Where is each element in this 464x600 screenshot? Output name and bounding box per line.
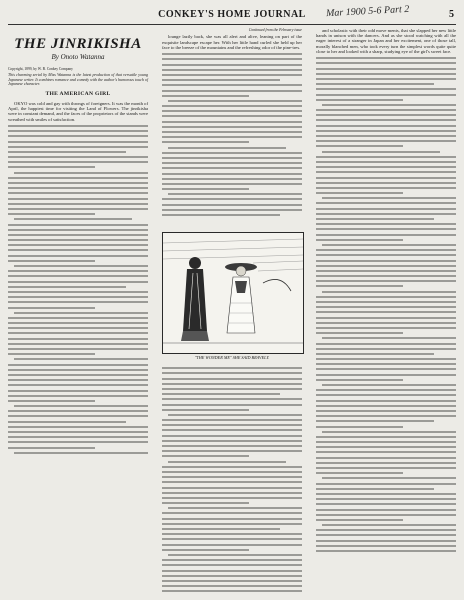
text-line <box>316 285 403 287</box>
text-line <box>316 368 456 370</box>
text-line <box>162 487 302 489</box>
text-line <box>322 337 456 339</box>
text-line <box>168 414 302 416</box>
text-line <box>316 534 456 536</box>
text-line <box>162 466 302 468</box>
text-line <box>316 187 456 189</box>
text-line <box>162 367 302 369</box>
text-line <box>168 147 286 149</box>
text-line <box>316 472 403 474</box>
text-line <box>162 173 302 175</box>
text-line <box>8 390 148 392</box>
text-line <box>316 62 456 64</box>
text-line <box>162 393 280 395</box>
text-line <box>162 84 302 86</box>
text-line <box>8 125 148 127</box>
text-line <box>162 105 302 107</box>
text-line <box>322 291 456 293</box>
text-line <box>162 141 249 143</box>
text-line <box>316 296 456 298</box>
text-line <box>316 322 456 324</box>
handwritten-annotation: Mar 1900 5-6 Part 2 <box>325 3 410 20</box>
text-line <box>8 301 148 303</box>
text-line <box>316 327 456 329</box>
text-line <box>162 209 302 211</box>
text-line <box>316 280 456 282</box>
text-line <box>8 291 148 293</box>
article-body-col3 <box>316 28 456 54</box>
article-title: THE JINRIKISHA <box>14 36 142 52</box>
text-line <box>316 83 434 85</box>
text-line <box>316 145 403 147</box>
text-line <box>316 249 456 251</box>
text-line <box>316 192 403 194</box>
text-line <box>162 585 302 587</box>
text-line <box>8 286 126 288</box>
text-line <box>162 136 302 138</box>
text-line <box>316 493 456 495</box>
text-line <box>316 545 456 547</box>
text-line <box>8 447 95 449</box>
text-line <box>8 395 148 397</box>
column-3 <box>316 28 456 552</box>
text-line <box>316 311 456 313</box>
text-lines-col2-top <box>162 53 302 216</box>
text-line <box>162 424 302 426</box>
text-line <box>8 384 148 386</box>
text-line <box>8 239 148 241</box>
text-line <box>316 379 403 381</box>
text-line <box>316 78 456 80</box>
text-line <box>316 353 434 355</box>
text-line <box>316 73 456 75</box>
text-line <box>168 554 302 556</box>
text-line <box>162 580 302 582</box>
text-line <box>316 125 456 127</box>
column-2-lower <box>162 364 302 592</box>
text-line <box>316 135 456 137</box>
text-line <box>316 363 456 365</box>
text-line <box>162 79 280 81</box>
text-line <box>322 431 456 433</box>
text-line <box>162 64 302 66</box>
text-line <box>316 488 434 490</box>
text-line <box>162 471 302 473</box>
text-line <box>162 476 302 478</box>
text-line <box>316 457 456 459</box>
text-line <box>162 564 302 566</box>
text-line <box>316 462 456 464</box>
text-line <box>316 166 456 168</box>
text-line <box>8 369 148 371</box>
text-line <box>316 218 434 220</box>
text-line <box>316 114 456 116</box>
text-line <box>316 394 456 396</box>
text-line <box>316 483 456 485</box>
text-line <box>162 121 302 123</box>
text-line <box>316 405 456 407</box>
text-line <box>316 389 456 391</box>
text-line <box>322 384 456 386</box>
text-line <box>162 183 302 185</box>
journal-title: CONKEY'S HOME JOURNAL <box>158 9 306 20</box>
text-line <box>8 281 148 283</box>
text-line <box>8 400 95 402</box>
text-line <box>316 301 456 303</box>
text-line <box>162 126 302 128</box>
text-line <box>162 445 302 447</box>
text-line <box>316 410 456 412</box>
text-line <box>8 255 148 257</box>
text-line <box>316 182 456 184</box>
text-line <box>162 398 302 400</box>
text-line <box>316 436 456 438</box>
text-line <box>8 275 148 277</box>
text-line <box>316 332 403 334</box>
text-line <box>316 426 403 428</box>
text-line <box>162 388 302 390</box>
text-line <box>162 95 249 97</box>
text-line <box>8 364 148 366</box>
text-line <box>162 69 302 71</box>
text-line <box>162 440 302 442</box>
text-line <box>162 404 302 406</box>
text-line <box>316 358 456 360</box>
text-line <box>162 481 302 483</box>
text-line <box>8 166 95 168</box>
text-line <box>316 275 456 277</box>
text-line <box>316 265 456 267</box>
text-line <box>168 193 302 195</box>
text-line <box>316 68 456 70</box>
text-line <box>316 213 456 215</box>
text-line <box>14 358 148 360</box>
text-lines-col3 <box>316 57 456 552</box>
text-line <box>162 523 302 525</box>
text-line <box>316 529 456 531</box>
text-line <box>162 378 302 380</box>
text-line <box>322 244 456 246</box>
text-line <box>316 420 434 422</box>
text-line <box>8 156 148 158</box>
text-line <box>162 131 302 133</box>
text-line <box>8 213 95 215</box>
text-line <box>162 53 302 55</box>
text-line <box>162 533 302 535</box>
text-line <box>8 177 148 179</box>
text-line <box>8 198 148 200</box>
intro-paragraph: This charming serial by Miss Watanna is the latest production of that versatile young Japanese writer. It combines romance and comedy with the author's humorous touch of Japanese character. <box>8 72 148 87</box>
text-line <box>8 192 148 194</box>
text-line <box>162 570 302 572</box>
text-line <box>316 239 403 241</box>
text-line <box>8 379 148 381</box>
text-line <box>316 208 456 210</box>
text-line <box>8 374 148 376</box>
text-line <box>8 426 148 428</box>
text-line <box>316 57 456 59</box>
text-line <box>316 306 456 308</box>
text-line <box>162 518 302 520</box>
continued-note: Continued from the February issue <box>248 28 302 32</box>
text-line <box>14 452 148 454</box>
text-line <box>162 167 302 169</box>
text-line <box>322 477 456 479</box>
page-number: 5 <box>449 9 454 20</box>
text-line <box>162 204 302 206</box>
text-line <box>162 383 302 385</box>
text-line <box>162 538 302 540</box>
text-line <box>316 88 456 90</box>
text-line <box>316 94 456 96</box>
copyright-line: Copyright, 1899, by W. B. Conkey Company <box>8 67 73 71</box>
text-line <box>316 509 456 511</box>
text-line <box>162 492 302 494</box>
text-line <box>162 549 249 551</box>
page-header <box>8 3 456 25</box>
text-line <box>316 254 456 256</box>
text-line <box>8 130 148 132</box>
article-body-col2 <box>162 34 302 50</box>
text-line <box>316 171 456 173</box>
text-line <box>8 244 148 246</box>
illustration-jinrikisha-scene <box>162 232 304 354</box>
text-line <box>8 146 148 148</box>
text-line <box>162 502 249 504</box>
text-line <box>162 90 302 92</box>
text-line <box>8 182 148 184</box>
text-line <box>8 135 148 137</box>
text-line <box>316 161 456 163</box>
text-line <box>316 99 403 101</box>
text-line <box>162 74 302 76</box>
text-line <box>8 343 148 345</box>
text-line <box>8 353 95 355</box>
text-line <box>316 156 456 158</box>
text-line <box>8 260 95 262</box>
text-line <box>162 497 302 499</box>
article-byline: By Onoto Watanna <box>51 53 105 61</box>
col2-paragraph: lounge lazily back, she was all alert and alive, leaning on part of the exquisite landscape escape her. With her little hand curled she held up her face to the breeze of the mountains and the refreshing odor of the pine-tres. <box>162 34 302 50</box>
text-line <box>316 441 456 443</box>
text-line <box>8 270 148 272</box>
text-line <box>322 151 440 153</box>
text-line <box>316 498 456 500</box>
text-line <box>316 119 456 121</box>
text-line <box>162 214 280 216</box>
text-line <box>162 435 302 437</box>
text-line <box>8 436 148 438</box>
text-line <box>162 455 249 457</box>
text-line <box>316 446 456 448</box>
text-line <box>162 544 302 546</box>
text-line <box>14 218 132 220</box>
text-line <box>316 467 456 469</box>
text-line <box>8 431 148 433</box>
text-line <box>162 429 302 431</box>
text-line <box>316 400 456 402</box>
text-line <box>316 519 403 521</box>
column-1 <box>8 28 148 454</box>
text-line <box>316 223 456 225</box>
text-line <box>8 161 148 163</box>
text-line <box>316 228 456 230</box>
text-line <box>14 405 148 407</box>
text-line <box>162 372 302 374</box>
text-lines-col2-bottom <box>162 367 302 592</box>
text-line <box>162 198 302 200</box>
text-line <box>162 188 249 190</box>
text-line <box>162 178 302 180</box>
text-line <box>14 312 148 314</box>
text-line <box>8 441 148 443</box>
text-line <box>316 260 456 262</box>
text-line <box>316 514 456 516</box>
text-line <box>316 451 456 453</box>
chapter-heading: THE AMERICAN GIRL <box>45 90 111 97</box>
text-line <box>168 461 286 463</box>
text-line <box>8 348 148 350</box>
text-line <box>8 317 148 319</box>
text-line <box>162 409 249 411</box>
opening-paragraph: OKYO was cold and gay with throngs of foreigners. It was the month of April, the happiest time for visiting the Land of Flowers. The jinrikisha were in constant demand, and the faces of the proprietors of the stands were wreathed with smiles of satisfaction. <box>8 100 148 122</box>
text-line <box>162 419 302 421</box>
text-line <box>162 157 302 159</box>
text-line <box>316 503 456 505</box>
text-line <box>322 104 456 106</box>
text-line <box>8 338 148 340</box>
text-line <box>8 141 148 143</box>
text-line <box>8 307 95 309</box>
text-line <box>162 528 280 530</box>
text-line <box>14 265 148 267</box>
illustration-caption: "THE WONDER ME" SHE SAID BRAVELY. <box>194 355 270 360</box>
text-line <box>8 410 148 412</box>
text-line <box>8 151 126 153</box>
text-line <box>8 296 148 298</box>
text-line <box>162 110 302 112</box>
text-line <box>162 162 302 164</box>
col3-paragraph: and scholastic with their odd move ments, that she slapped her new little hands in unison with the dancers. And as she stood watching with all the eager interest of a stranger in Japan and her excitement, one of those tall, morally blanched men, who took every turn the simplest words quite quite close to her and looked with a sharp, studying eye of the girl's sweet face. <box>316 28 456 54</box>
text-line <box>162 575 302 577</box>
column-2 <box>162 28 302 216</box>
text-line <box>162 559 302 561</box>
text-line <box>8 332 148 334</box>
text-line <box>14 172 148 174</box>
text-line <box>316 550 456 552</box>
text-line <box>162 115 302 117</box>
text-line <box>316 130 456 132</box>
text-line <box>168 507 302 509</box>
text-line <box>162 450 302 452</box>
text-line <box>8 224 148 226</box>
text-line <box>322 197 456 199</box>
text-line <box>322 524 456 526</box>
text-line <box>316 343 456 345</box>
text-line <box>162 58 302 60</box>
text-line <box>316 348 456 350</box>
text-line <box>168 100 302 102</box>
text-line <box>8 229 148 231</box>
text-line <box>8 187 148 189</box>
text-line <box>316 317 456 319</box>
text-line <box>316 270 456 272</box>
text-line <box>162 152 302 154</box>
article-body-col1 <box>8 101 148 122</box>
text-line <box>316 109 456 111</box>
text-line <box>8 249 148 251</box>
text-line <box>8 203 148 205</box>
illustration-drawing <box>163 233 303 353</box>
text-line <box>316 202 456 204</box>
text-line <box>162 512 302 514</box>
text-line <box>8 208 148 210</box>
text-line <box>316 540 456 542</box>
text-line <box>316 177 456 179</box>
text-line <box>8 234 148 236</box>
text-line <box>8 415 148 417</box>
text-line <box>8 421 126 423</box>
text-line <box>8 327 148 329</box>
text-line <box>8 322 148 324</box>
text-line <box>316 234 456 236</box>
text-lines-col1 <box>8 125 148 454</box>
text-line <box>162 590 302 592</box>
text-line <box>316 415 456 417</box>
text-line <box>316 140 456 142</box>
text-line <box>316 374 456 376</box>
